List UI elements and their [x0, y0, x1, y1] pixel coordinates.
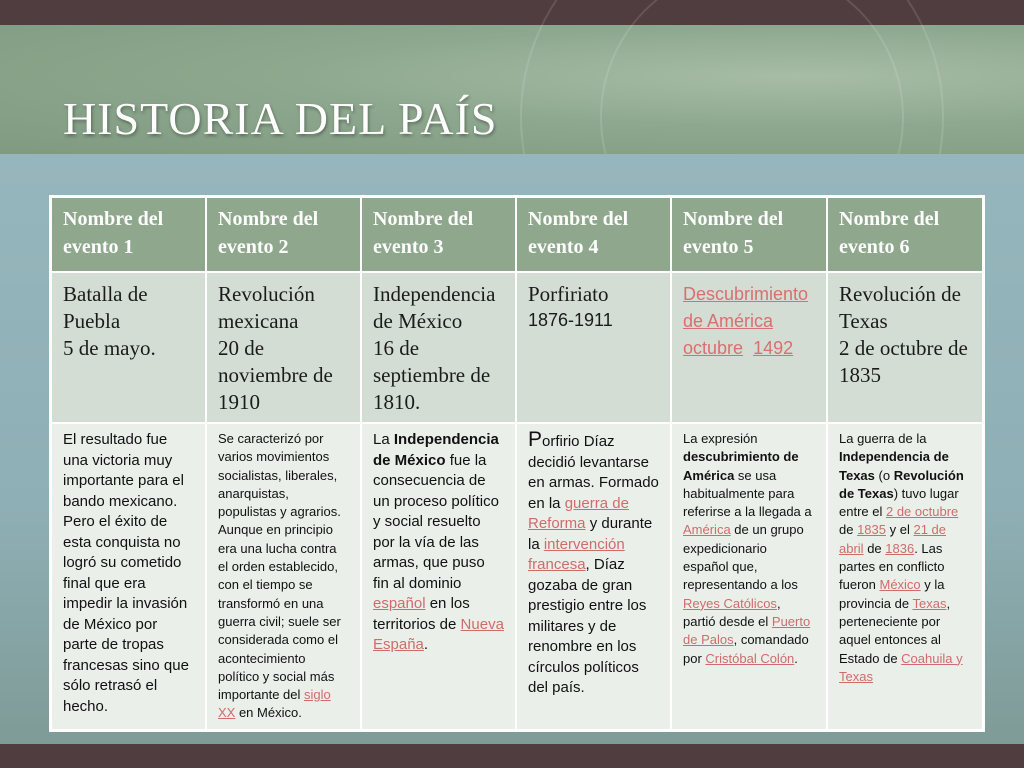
header-cell: Nombre del evento 1: [51, 197, 206, 272]
description-cell-1: [51, 423, 206, 730]
link-puerto-de-palos[interactable]: Puerto de Palos: [683, 613, 811, 648]
link-reyes-catolicos[interactable]: Reyes Católicos: [683, 595, 777, 611]
description-text: de: [839, 522, 858, 538]
description-text: en México.: [235, 705, 302, 721]
description-text: y durante la: [528, 515, 653, 553]
history-table: [50, 196, 984, 731]
event-link-1492[interactable]: 1492: [753, 338, 794, 358]
initial-letter: P: [528, 428, 543, 451]
header-cell: Nombre del evento 6: [827, 197, 983, 272]
bold-term: Independencia de México: [373, 431, 499, 469]
description-text: . Las partes en conflicto fueron: [839, 540, 945, 593]
event-link-descubrimiento[interactable]: Descubrimiento de América: [683, 284, 809, 331]
event-cell-3: [361, 272, 516, 423]
event-date: 2 de octubre de 1835: [839, 336, 968, 387]
header-row: [51, 197, 983, 272]
link-1836[interactable]: 1836: [885, 540, 915, 556]
link-2-de-octubre[interactable]: 2 de octubre: [885, 504, 959, 520]
link-1835[interactable]: 1835: [857, 522, 886, 538]
event-cell-1: [51, 272, 206, 423]
description-text: Se caracterizó por varios movimientos socialistas, liberales, anarquistas, populistas y agrarios. Aunque en principio era una lucha contra el orden establecido, con el tiempo se transformó en una guerra civil; suele ser considerada como el acontecimiento político y social más importante del: [218, 431, 341, 703]
description-text: orfirio Díaz decidió levantarse en armas. Formado en la: [528, 433, 659, 512]
event-cell-4: [516, 272, 671, 423]
header-cell: Nombre del evento 5: [671, 197, 827, 272]
link-intervencion-francesa[interactable]: intervención francesa: [528, 535, 625, 573]
event-name: Revolución de Texas: [839, 282, 961, 333]
description-text: en los territorios de: [373, 595, 470, 633]
description-text: de: [863, 540, 886, 556]
description-text: , perteneciente por aquel entonces al Estado de: [839, 595, 951, 666]
description-cell-5: [671, 423, 827, 730]
description-text: fue la consecuencia de un proceso político y social resuelto por la vía de las armas, que puso fin al dominio: [373, 451, 499, 592]
header-cell: Nombre del evento 2: [206, 197, 361, 272]
description-text: y la provincia de: [839, 577, 945, 611]
event-cell-6: [827, 272, 983, 423]
description-text: .: [423, 636, 429, 653]
description-cell-3: [361, 423, 516, 730]
event-date: 5 de mayo.: [63, 336, 156, 360]
link-espanol[interactable]: español: [373, 595, 426, 612]
header-cell: Nombre del evento 3: [361, 197, 516, 272]
description-text: , partió desde el: [683, 595, 781, 629]
description-text: , comandado por: [683, 632, 809, 666]
header-cell: Nombre del evento 4: [516, 197, 671, 272]
description-text: La expresión: [683, 431, 758, 446]
link-cristobal-colon[interactable]: Cristóbal Colón: [705, 650, 795, 666]
description-text: El resultado fue una victoria muy importante para el bando mexicano. Pero el éxito de esta conquista no logró su cometido final que era impedir la invasión de México por parte de tropas francesas sino que sólo retrasó el hecho.: [63, 431, 189, 715]
event-name-row: [51, 272, 983, 423]
description-cell-6: [827, 423, 983, 730]
event-name: Revolución mexicana: [218, 282, 315, 333]
link-america[interactable]: América: [683, 522, 731, 538]
link-texas[interactable]: Texas: [912, 595, 947, 611]
description-row: [51, 423, 983, 730]
description-text: (o: [874, 467, 894, 483]
event-date: 20 de noviembre de 1910: [218, 336, 333, 414]
link-coahuila-y-texas[interactable]: Coahuila y Texas: [839, 650, 963, 684]
event-link-octubre[interactable]: octubre: [683, 338, 744, 358]
bold-term: Revolución de Texas: [839, 467, 964, 501]
link-guerra-de-reforma[interactable]: guerra de Reforma: [528, 494, 629, 532]
description-cell-4: [516, 423, 671, 730]
event-cell-2: [206, 272, 361, 423]
description-text: , Díaz gozaba de gran prestigio entre los militares y de renombre en los círculos políticos del país.: [528, 556, 647, 696]
bottom-border-bar: [0, 744, 1024, 768]
bold-term: descubrimiento de América: [683, 449, 799, 483]
description-text: se usa habitualmente para referirse a la llegada a: [683, 467, 812, 520]
event-date: 16 de septiembre de 1810.: [373, 336, 491, 414]
slide-title: HISTORIA DEL PAÍS: [63, 93, 498, 144]
event-name: Porfiriato: [528, 282, 609, 306]
bold-term: Independencia de Texas: [839, 449, 949, 483]
description-text: La guerra de la: [839, 431, 927, 446]
description-text: de un grupo expedicionario español que, representando a los: [683, 522, 804, 593]
description-text: .: [794, 650, 798, 666]
link-mexico[interactable]: México: [879, 577, 921, 593]
link-nueva-espana[interactable]: Nueva España: [373, 615, 504, 653]
description-text: ) tuvo lugar entre el: [839, 485, 959, 520]
event-name: Independencia de México: [373, 282, 496, 333]
link-21-de-abril[interactable]: 21 de abril: [839, 522, 947, 556]
description-text: y el: [886, 522, 914, 538]
description-cell-2: [206, 423, 361, 730]
link-siglo-xx[interactable]: siglo XX: [218, 687, 331, 721]
event-cell-5: [671, 272, 827, 423]
event-name: Batalla de Puebla: [63, 282, 148, 333]
description-text: La: [373, 431, 394, 448]
event-date: 1876-1911: [528, 310, 613, 330]
